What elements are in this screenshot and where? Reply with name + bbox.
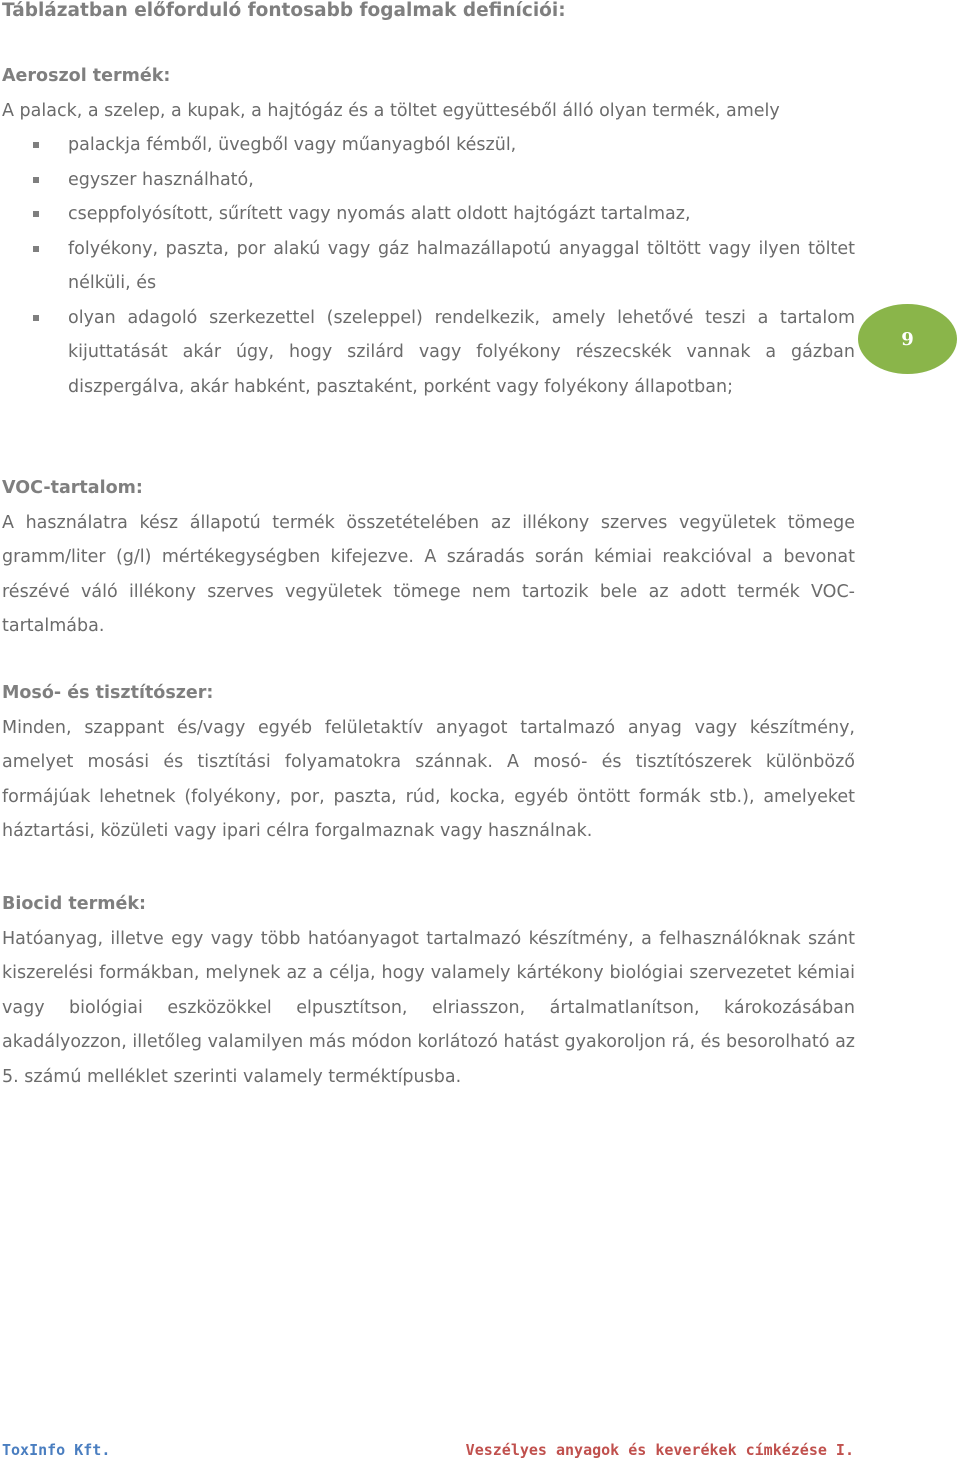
page-title: Táblázatban előforduló fontosabb fogalmak definíciói: [2,0,566,21]
square-bullet-icon [33,177,39,183]
voc-section [2,471,855,644]
biocide-section [2,887,855,1094]
footer-document-title: Veszélyes anyagok és keverékek címkézése I. [465,1441,854,1459]
page-number-badge: 9 [858,304,957,374]
aerosol-intro: A palack, a szelep, a kupak, a hajtógáz és a töltet együtteséből álló olyan termék, amely [2,100,780,121]
square-bullet-icon [33,211,39,217]
voc-heading: VOC-tartalom: [2,478,143,498]
square-bullet-icon [33,142,39,148]
square-bullet-icon [33,246,39,252]
list-item: cseppfolyósított, sűrített vagy nyomás alatt oldott hajtógázt tartalmaz, [2,197,855,232]
aerosol-bullet-list [2,128,855,404]
detergent-text: Minden, szappant és/vagy egyéb felületaktív anyagot tartalmazó anyag vagy készítmény, amelyet mosási és tisztítási folyamatokra szánnak. A mosó- és tisztítószerek különböző formájúak lehetnek (folyékony, por, paszta, rúd, kocka, egyéb öntött formák stb.), amelyeket háztartási, közületi vagy ipari célra forgalmaznak vagy használnak. [2,717,855,841]
aerosol-section [2,59,855,404]
list-item: olyan adagoló szerkezettel (szeleppel) rendelkezik, amely lehetővé teszi a tartalom kijuttatását akár úgy, hogy szilárd vagy folyékony részecskék vannak a gázban diszpergálva, akár habként, pasztaként, porként vagy folyékony állapotban; [2,301,855,405]
list-item: folyékony, paszta, por alakú vagy gáz halmazállapotú anyaggal töltött vagy ilyen töltet nélküli, és [2,232,855,301]
detergent-heading: Mosó- és tisztítószer: [2,683,214,703]
biocide-text: Hatóanyag, illetve egy vagy több hatóanyagot tartalmazó készítmény, a felhasználóknak szánt kiszerelési formákban, melynek az a célja, hogy valamely kártékony biológiai szervezetet kémiai vagy biológiai eszközökkel elpusztítson, elriasszon, ártalmatlanítson, károkozásában akadályozzon, illetőleg valamilyen más módon korlátozó hatást gyakoroljon rá, és besorolható az 5. számú melléklet szerinti valamely terméktípusba. [2,928,855,1087]
voc-text: A használatra kész állapotú termék összetételében az illékony szerves vegyületek tömege gramm/liter (g/l) mértékegységben kifejezve. A száradás során kémiai reakcióval a bevonat részévé váló illékony szerves vegyületek tömege nem tartozik bele az adott termék VOC-tartalmába. [2,512,855,636]
square-bullet-icon [33,315,39,321]
biocide-heading: Biocid termék: [2,894,146,914]
list-item: palackja fémből, üvegből vagy műanyagból készül, [2,128,855,163]
detergent-section [2,676,855,849]
list-item: egyszer használható, [2,163,855,198]
footer-company: ToxInfo Kft. [2,1441,111,1459]
aerosol-heading: Aeroszol termék: [2,66,171,86]
